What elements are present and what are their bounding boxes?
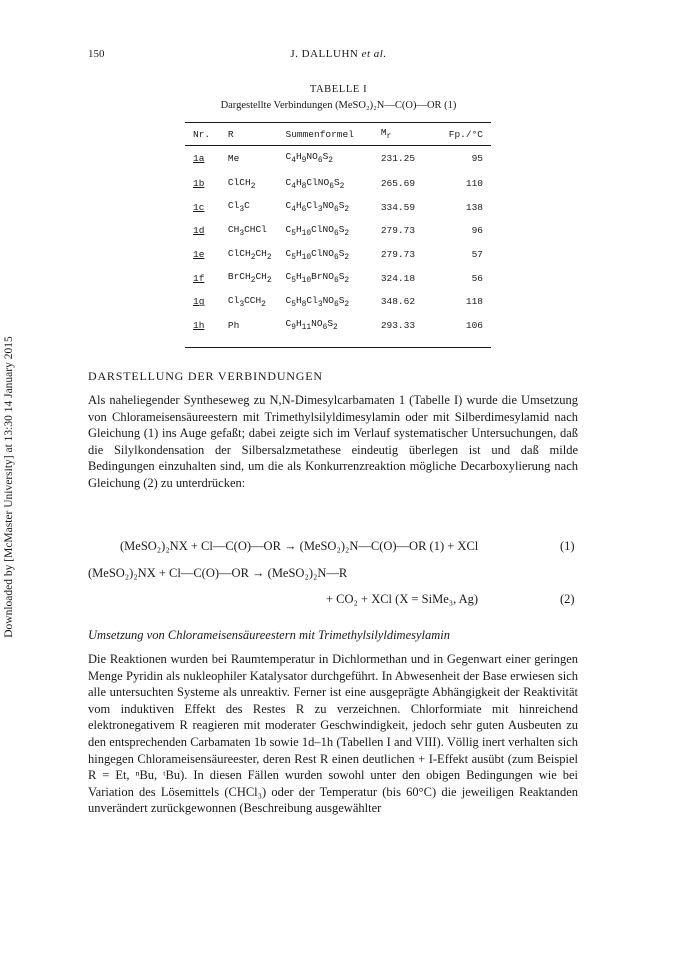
running-etal: et al. — [361, 48, 387, 60]
cell-formula: $C_5H_8Cl_3NO_6S_2$ — [285, 294, 350, 309]
cell-r: ClCH$_2$ — [227, 176, 256, 191]
cell-r: $Cl_3C$ — [227, 200, 250, 215]
cell-fp: 95 — [471, 152, 483, 164]
equation-2-line2: + CO₂ + XCl (X = SiMe₃, Ag) — [326, 592, 479, 606]
cell-mr: 348.62 — [380, 296, 416, 308]
paragraph-synthesis: Als naheliegender Syntheseweg zu N,N-Dimesylcarbamaten 1 (Tabelle I) wurde die Umsetzung von Chlorameisensäureestern mit Trimethylsilyldimesylamin oder mit Silberdimesylamid nach Gleichung (1) ins Auge gefaßt; dabei zeigte sich im Verlauf systematischer Untersuchungen, daß die Silylkondensation der Silbersalzmetathese eindeutig überlegen ist und daß milde Bedingungen einzuhalten sind, um die als Konkurrenzreaktion mögliche Decarboxylierung nach Gleichung (2) zu unterdrücken: — [88, 393, 578, 490]
table-row — [185, 219, 491, 243]
cell-r: $ClCH_2CH_2$ — [227, 247, 272, 262]
cell-formula: $C_4H_6Cl_3NO_6S_2$ — [285, 200, 350, 215]
table-caption: Dargestellte Verbindungen (MeSO₂)₂N—C(O)—OR (1) — [220, 100, 457, 111]
table-row — [185, 243, 491, 267]
cell-fp: 138 — [465, 201, 483, 213]
cell-nr: 1e — [193, 249, 205, 261]
page-header — [0, 48, 677, 64]
col-header-mr: $M_r$ — [380, 127, 392, 141]
cell-mr: 324.18 — [380, 272, 416, 284]
equation-1-number: (1) — [560, 539, 575, 553]
running-authors: J. DALLUHN — [290, 48, 359, 60]
col-header-formula: Summenformel — [285, 128, 354, 140]
col-header-r: R — [227, 128, 234, 140]
cell-mr: 293.33 — [380, 319, 416, 331]
table-header-row — [185, 124, 491, 144]
cell-r: $CH_3CHCl$ — [227, 224, 267, 238]
cell-formula: $C_4H_8ClNO_6S_2$ — [285, 176, 345, 191]
cell-fp: 57 — [471, 249, 483, 261]
cell-r: Ph — [227, 319, 240, 331]
running-title — [0, 48, 677, 60]
page-number: 150 — [88, 48, 105, 60]
cell-nr: 1f — [193, 272, 205, 284]
cell-formula: $C_5H_{10}ClNO_6S_2$ — [285, 224, 350, 238]
compounds-table — [185, 124, 491, 337]
equation-1: (MeSO₂)₂NX + Cl—C(O)—OR → (MeSO₂)₂N—C(O)—OR (1) + XCl — [120, 539, 479, 553]
cell-mr: 279.73 — [380, 225, 416, 237]
cell-mr: 265.69 — [380, 178, 416, 190]
cell-nr: 1d — [193, 225, 205, 237]
cell-nr: 1b — [193, 178, 205, 190]
table-top-rule — [185, 122, 491, 123]
table-row — [185, 314, 491, 338]
table-row — [185, 290, 491, 314]
cell-formula: $C_4H_9NO_6S_2$ — [285, 151, 334, 165]
cell-fp: 118 — [465, 296, 483, 308]
cell-fp: 96 — [471, 225, 483, 237]
cell-mr: 231.25 — [380, 152, 416, 164]
table-title: TABELLE I — [309, 84, 368, 95]
equation-2-line1: (MeSO₂)₂NX + Cl—C(O)—OR → (MeSO₂)₂N—R — [88, 566, 348, 580]
cell-r: $BrCH_2CH_2$ — [227, 271, 272, 286]
table-row — [185, 172, 491, 196]
cell-formula: $C_5H_{10}ClNO_6S_2$ — [285, 247, 350, 262]
cell-nr: 1c — [193, 201, 205, 213]
cell-r: Me — [227, 152, 240, 164]
cell-fp: 56 — [471, 272, 483, 284]
cell-mr: 279.73 — [380, 249, 416, 261]
col-header-fp: Fp./°C — [448, 128, 483, 140]
cell-fp: 110 — [465, 178, 483, 190]
cell-r: $Cl_3CCH_2$ — [227, 294, 266, 309]
equation-2-number: (2) — [560, 592, 575, 606]
paragraph-reactions: Die Reaktionen wurden bei Raumtemperatur in Dichlormethan und in Gegenwart einer geringen Menge Pyridin als nukleophiler Katalysator durchgeführt. In Abwesenheit der Base erwiesen sich alle untersuchten Systeme als unreaktiv. Ferner ist eine ausgeprägte Abhängigkeit der Reaktivität vom induktiven Effekt des Restes R zu verzeichnen. Chlorformiate mit hinreichend elektronegativem R reagieren mit moderater Geschwindigkeit, jedoch sehr guten Ausbeuten zu den entsprechenden Carbamaten 1b sowie 1d–1h (Tabellen I and VIII). Völlig inert verhalten sich hingegen Chlorameisensäureester, deren Rest R einen deutlichen + I-Effekt ausübt (zum Beispiel R = Et, ⁿBu, ᵗBu). In diesen Fällen wurden sowohl unter den obigen Bedingungen wie bei Variation des Lösemittels (CHCl₃) oder der Temperatur (bis 60°C) die jeweiligen Reaktanden unverändert zurückgewonnen (Beschreibung ausgewählter — [88, 652, 578, 816]
cell-formula: $C_9H_{11}NO_6S_2$ — [285, 318, 338, 333]
cell-nr: 1a — [193, 152, 205, 164]
download-watermark: Downloaded by [McMaster University] at 13:30 14 January 2015 — [3, 336, 15, 638]
table-row — [185, 266, 491, 290]
table-row — [185, 196, 491, 220]
cell-nr: 1h — [193, 319, 205, 331]
cell-fp: 106 — [465, 319, 483, 331]
cell-nr: 1g — [193, 296, 205, 308]
subsection-heading: Umsetzung von Chlorameisensäureestern mit Trimethylsilyldimesylamin — [88, 628, 451, 642]
table-bottom-rule — [185, 347, 491, 348]
section-heading: DARSTELLUNG DER VERBINDUNGEN — [88, 369, 323, 383]
cell-mr: 334.59 — [380, 201, 416, 213]
table-row — [185, 144, 491, 172]
col-header-nr: Nr. — [193, 128, 211, 140]
cell-formula: $C_5H_{10}BrNO_6S_2$ — [285, 271, 350, 286]
